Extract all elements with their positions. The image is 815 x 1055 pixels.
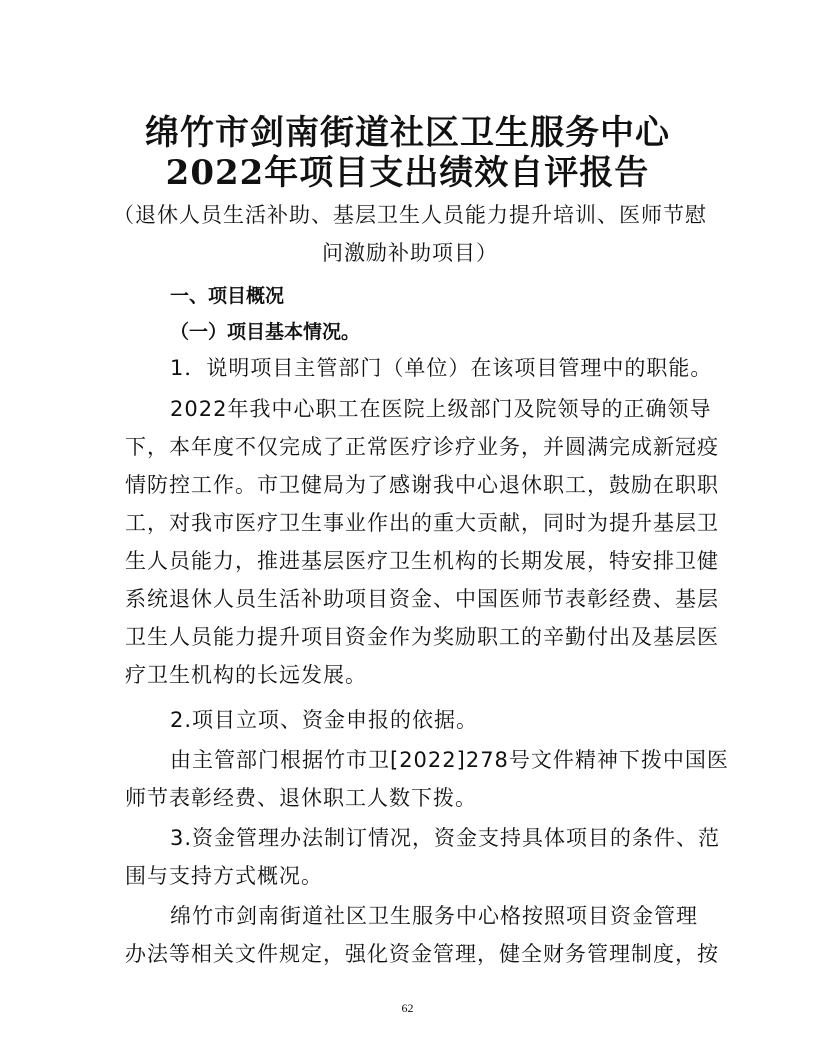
paragraph-1-line: 情防控工作。市卫健局为了感谢我中心退休职工，鼓励在职职	[125, 473, 719, 497]
page-number: 62	[401, 1001, 414, 1015]
paragraph-2-line: 由主管部门根据竹市卫[2022]278号文件精神下拨中国医	[170, 748, 729, 772]
title-line-1: 绵竹市剑南街道社区卫生服务中心	[145, 113, 670, 153]
subsection-heading: （一）项目基本情况。	[170, 321, 361, 343]
item-2-heading: 2.项目立项、资金申报的依据。	[170, 708, 479, 732]
item-3-heading-line: 3.资金管理办法制订情况，资金支持具体项目的条件、范	[170, 826, 721, 850]
paragraph-1-line: 系统退休人员生活补助项目资金、中国医师节表彰经费、基层	[125, 587, 719, 611]
paragraph-1-line: 卫生人员能力提升项目资金作为奖励职工的辛勤付出及基层医	[125, 625, 719, 649]
subtitle-line-2: 问激励补助项目）	[322, 241, 498, 265]
item-1-heading: 1．说明项目主管部门（单位）在该项目管理中的职能。	[170, 356, 713, 380]
section-heading: 一、项目概况	[170, 285, 285, 307]
paragraph-3-line: 办法等相关文件规定，强化资金管理，健全财务管理制度，按	[125, 942, 719, 966]
paragraph-1-line: 工，对我市医疗卫生事业作出的重大贡献，同时为提升基层卫	[125, 511, 719, 535]
subtitle-line-1: （退休人员生活补助、基层卫生人员能力提升培训、医师节慰	[113, 203, 707, 227]
title-line-2: 2022年项目支出绩效自评报告	[165, 153, 650, 193]
paragraph-1-line: 生人员能力，推进基层医疗卫生机构的长期发展，特安排卫健	[125, 549, 719, 573]
paragraph-3-line: 绵竹市剑南街道社区卫生服务中心格按照项目资金管理	[170, 904, 698, 928]
paragraph-2-line: 师节表彰经费、退休职工人数下拨。	[125, 786, 477, 810]
paragraph-1-line: 下，本年度不仅完成了正常医疗诊疗业务，并圆满完成新冠疫	[125, 435, 719, 459]
item-3-heading-line: 围与支持方式概况。	[125, 864, 323, 888]
paragraph-1-line: 2022年我中心职工在医院上级部门及院领导的正确领导	[170, 397, 712, 421]
paragraph-1-line: 疗卫生机构的长远发展。	[125, 663, 367, 687]
